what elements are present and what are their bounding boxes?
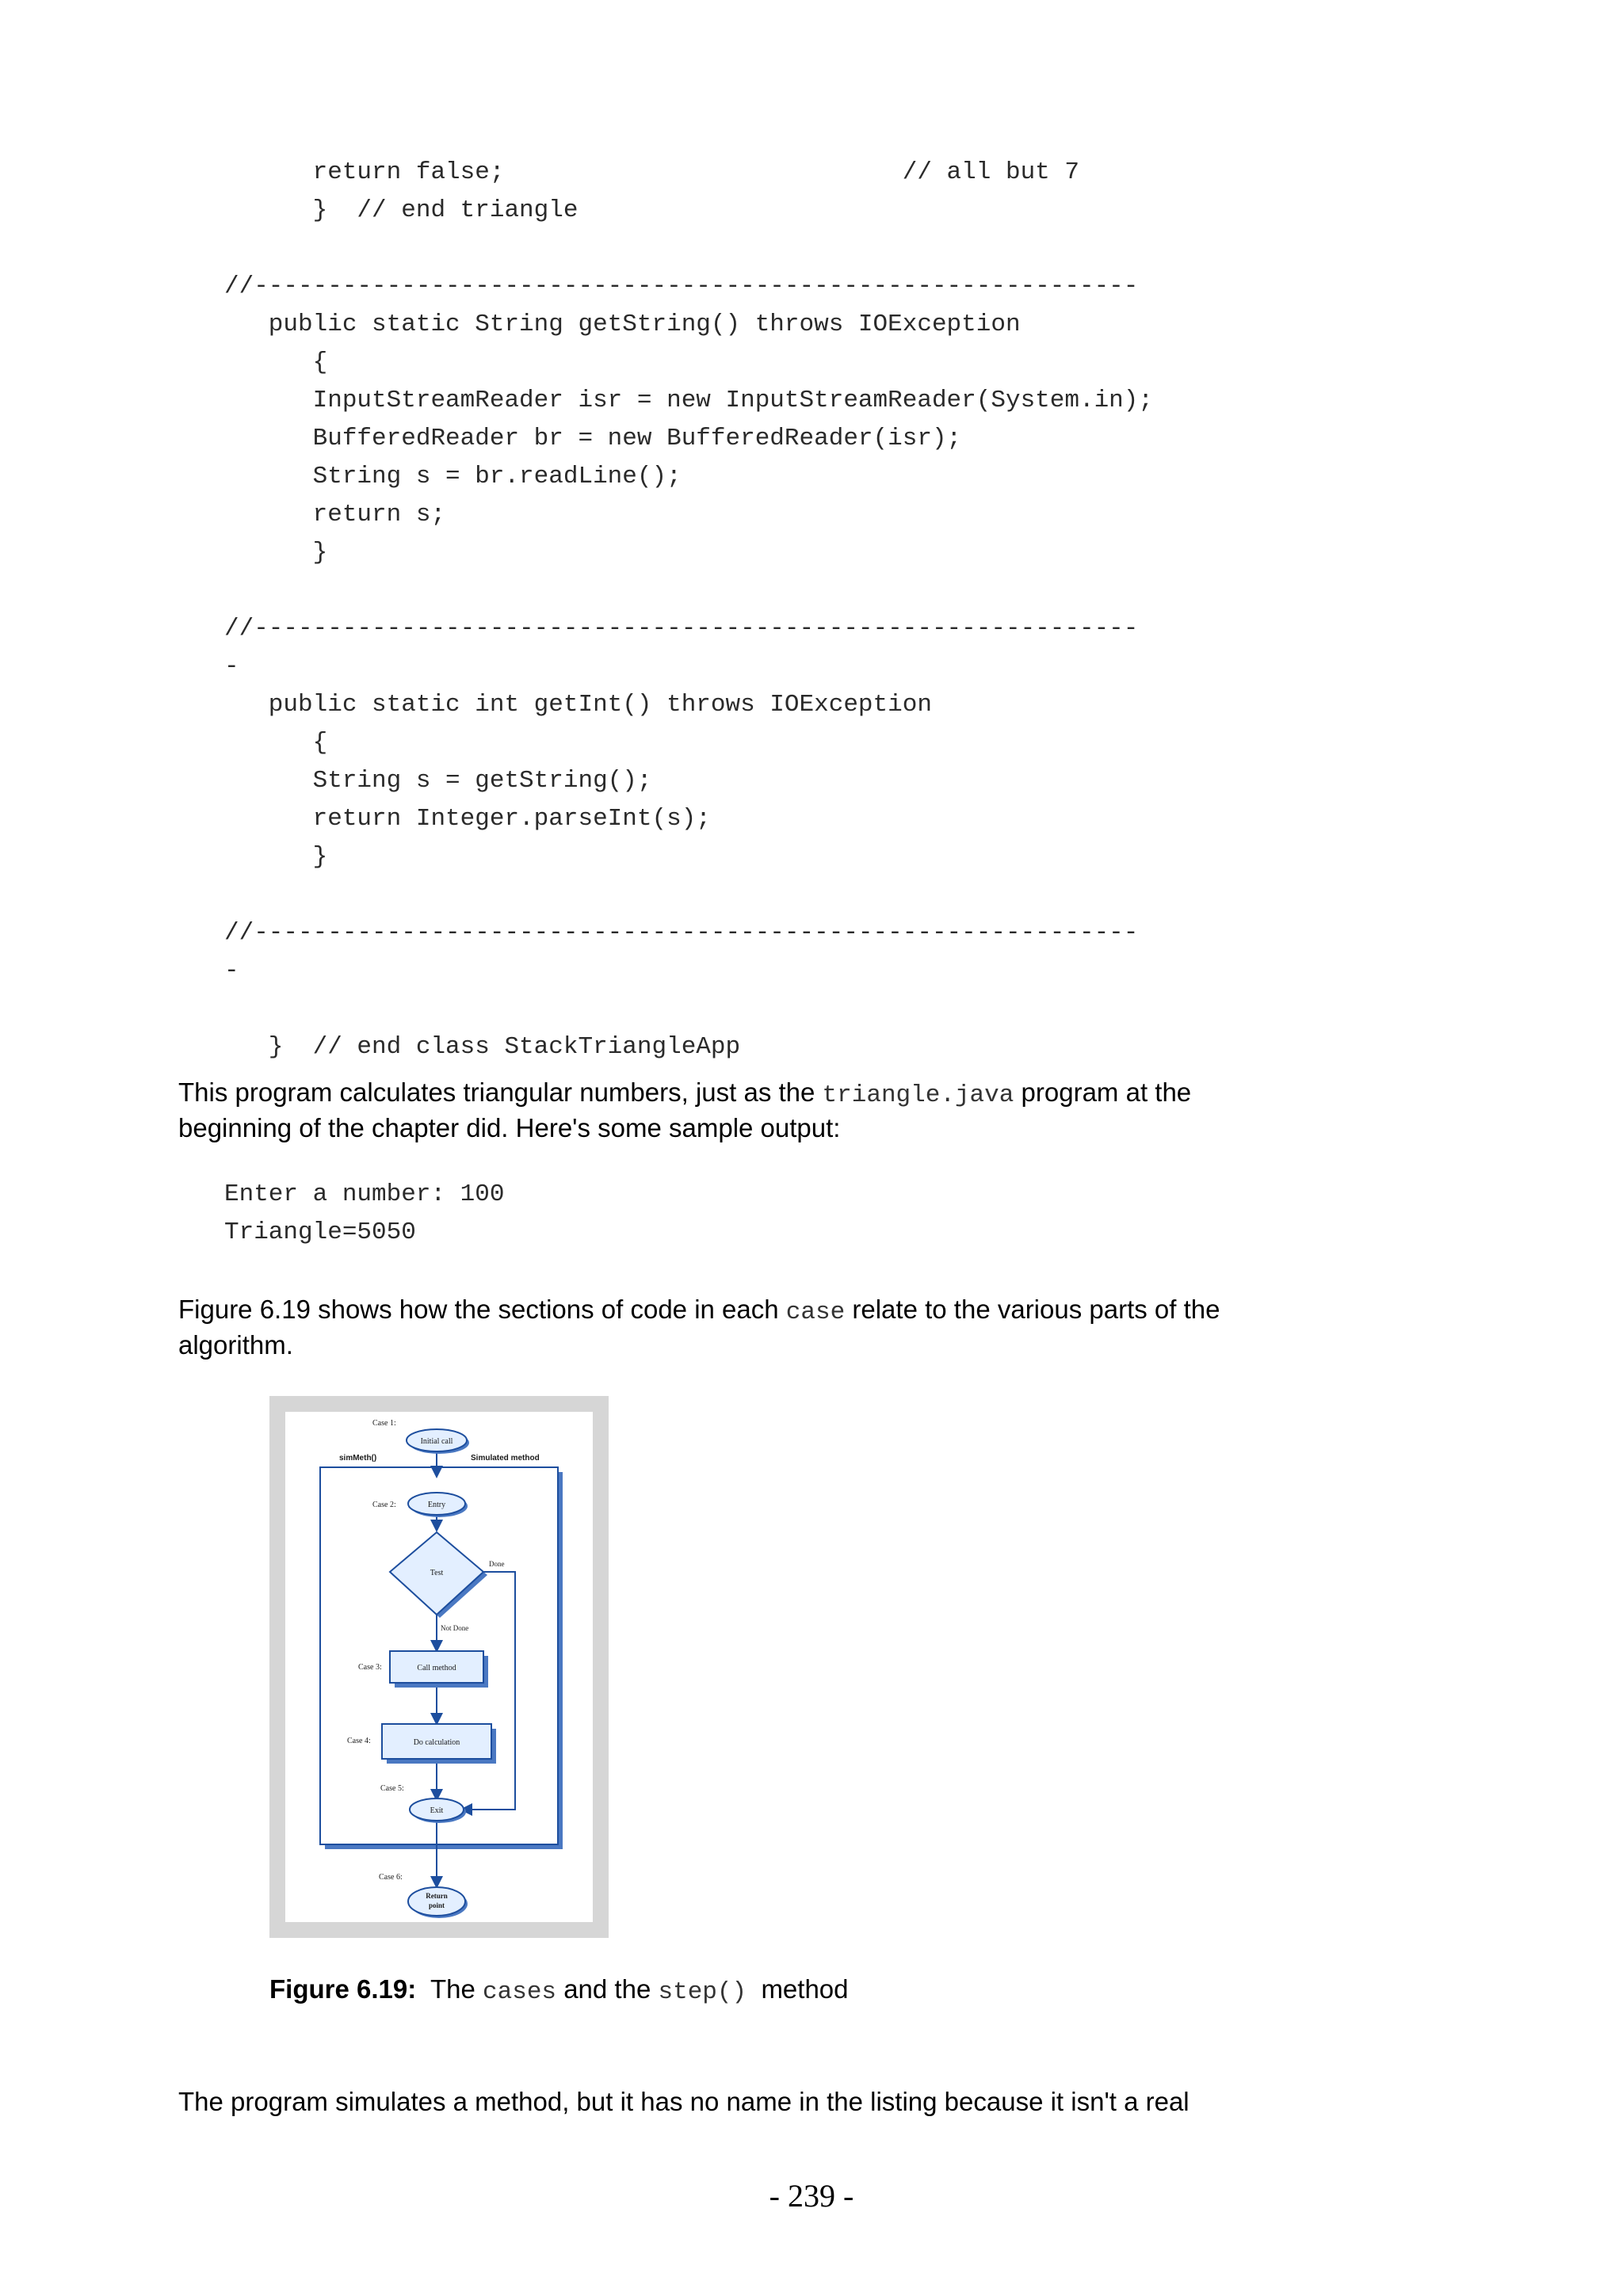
paragraph-intro <box>178 1076 1304 1144</box>
sample-output-line-1: Enter a number: 100 <box>224 1180 505 1208</box>
paragraph-figure-ref <box>178 1293 1304 1361</box>
node-call-method-text: Call method <box>417 1664 456 1672</box>
code-line: { <box>224 349 328 376</box>
sample-output-line-2: Triangle=5050 <box>224 1219 416 1246</box>
code-line: BufferedReader br = new BufferedReader(isr); <box>224 425 962 452</box>
node-test-text: Test <box>430 1569 444 1577</box>
code-line: //------------------------------------------------------------ <box>224 919 1139 947</box>
code-line: } <box>224 843 328 871</box>
code-lines <box>224 158 1153 1061</box>
code-line: return Integer.parseInt(s); <box>224 805 711 833</box>
node-initial-call-text: Initial call <box>420 1437 453 1446</box>
code-line: return s; <box>224 501 446 528</box>
code-line: //------------------------------------------------------------ <box>224 273 1139 300</box>
code-line: } // end class StackTriangleApp <box>224 1033 741 1061</box>
code-line: //------------------------------------------------------------ <box>224 615 1139 643</box>
caption-text-1: The <box>416 1974 483 2004</box>
label-done: Done <box>489 1560 505 1568</box>
node-do-calculation-text: Do calculation <box>413 1738 460 1747</box>
caption-text-3: method <box>747 1974 849 2004</box>
flowchart-svg <box>269 1396 609 1938</box>
paragraph-simulates-text: The program simulates a method, but it has no name in the listing because it isn't a real <box>178 2087 1190 2116</box>
code-line: { <box>224 729 328 757</box>
code-line: String s = br.readLine(); <box>224 463 682 490</box>
caption-code-step: step() <box>658 1978 747 2006</box>
label-case-1: Case 1: <box>372 1419 396 1428</box>
label-case-3: Case 3: <box>358 1663 382 1672</box>
inline-code-triangle-java: triangle.java <box>822 1081 1014 1109</box>
figure-caption <box>269 1973 849 2008</box>
code-line: } <box>224 539 328 566</box>
label-not-done: Not Done <box>441 1624 469 1632</box>
label-case-4: Case 4: <box>347 1737 371 1745</box>
code-line: - <box>224 653 239 681</box>
label-simulated-method: Simulated method <box>471 1454 540 1463</box>
caption-text-2: and the <box>556 1974 659 2004</box>
paragraph-figure-ref-text: Figure 6.19 shows how the sections of code in each <box>178 1295 786 1324</box>
code-line: public static String getString() throws IOException <box>224 311 1021 338</box>
code-line: return false; // all but 7 <box>224 158 1079 186</box>
node-return-text-1: Return <box>426 1892 448 1900</box>
inline-code-case: case <box>785 1299 846 1326</box>
caption-code-cases: cases <box>483 1978 557 2006</box>
code-line: public static int getInt() throws IOException <box>224 691 932 719</box>
code-line: } // end triangle <box>224 196 579 224</box>
caption-label: Figure 6.19: <box>269 1974 417 2004</box>
code-line: InputStreamReader isr = new InputStreamReader(System.in); <box>224 387 1153 414</box>
code-block-listing <box>224 154 1153 1066</box>
label-simmeth: simMeth() <box>339 1454 377 1463</box>
figure-6-19-flowchart <box>269 1396 609 1938</box>
label-case-5: Case 5: <box>380 1784 404 1793</box>
node-exit-text: Exit <box>430 1806 444 1815</box>
node-entry-text: Entry <box>427 1501 446 1509</box>
sample-output-block <box>224 1176 504 1252</box>
code-line: String s = getString(); <box>224 767 652 795</box>
page-number: - 239 - <box>769 2178 854 2214</box>
code-line: - <box>224 957 239 985</box>
paragraph-intro-text: This program calculates triangular numbers, just as the <box>178 1077 823 1107</box>
label-case-6: Case 6: <box>379 1873 403 1882</box>
paragraph-simulates <box>178 2085 1304 2118</box>
paragraph-intro-text-end: program at the beginning of the chapter did. Here's some sample output: <box>178 1077 1192 1142</box>
paragraph-figure-ref-text-end: relate to the various parts of the algorithm. <box>178 1295 1220 1360</box>
node-return-text-2: point <box>428 1901 445 1909</box>
label-case-2: Case 2: <box>372 1501 396 1509</box>
